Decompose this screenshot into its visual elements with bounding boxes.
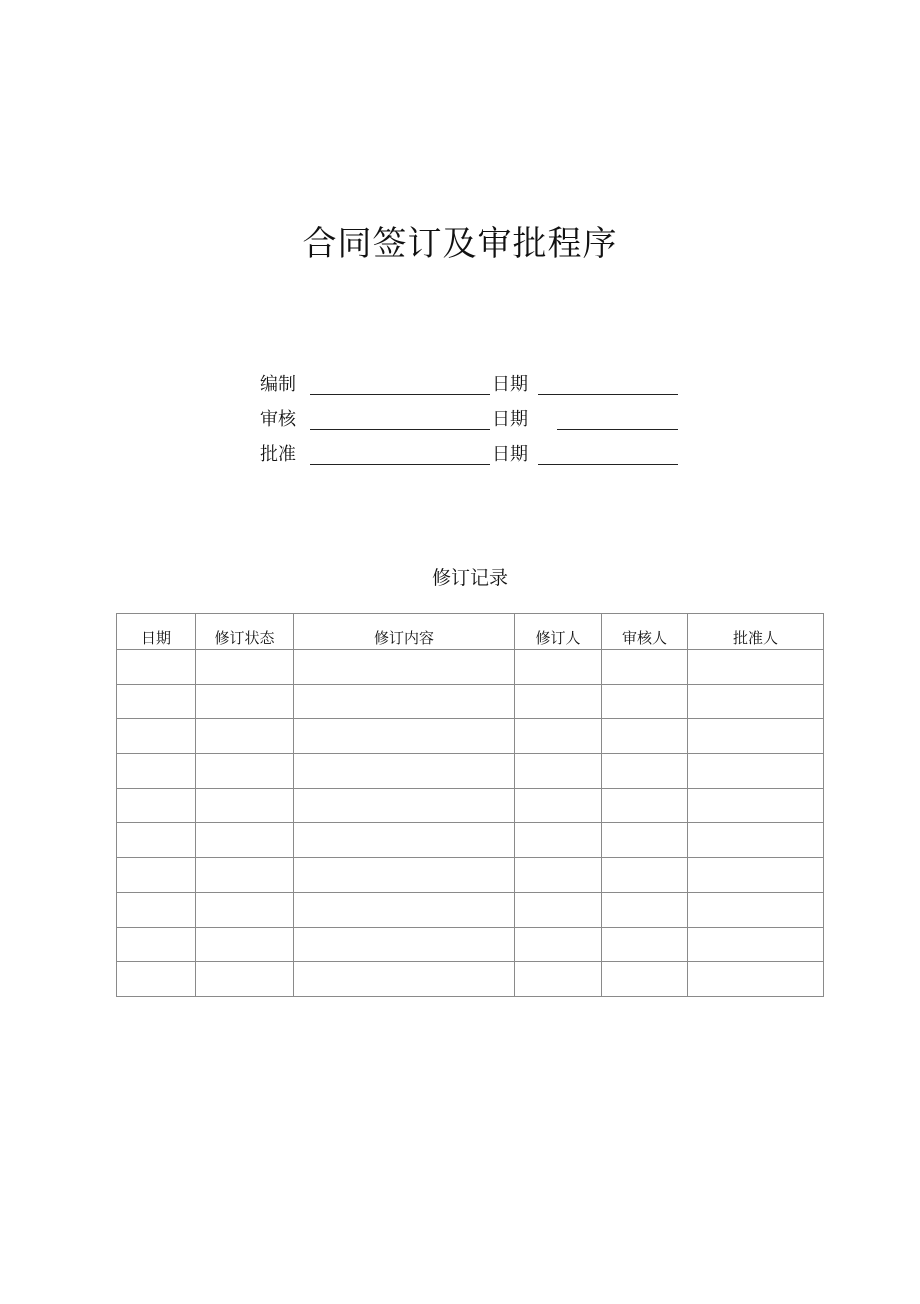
table-cell[interactable] xyxy=(196,823,294,858)
table-cell[interactable] xyxy=(117,823,196,858)
table-row xyxy=(117,927,824,962)
signoff-row-approved xyxy=(260,442,690,477)
table-header-row xyxy=(117,614,824,650)
table-row xyxy=(117,858,824,893)
table-cell[interactable] xyxy=(602,962,688,997)
column-header-date: 日期 xyxy=(117,614,196,650)
table-cell[interactable] xyxy=(117,788,196,823)
signoff-row-reviewed xyxy=(260,407,690,442)
table-cell[interactable] xyxy=(117,858,196,893)
table-cell[interactable] xyxy=(196,650,294,685)
table-row xyxy=(117,754,824,789)
signoff-label: 编制 xyxy=(260,374,296,395)
table-cell[interactable] xyxy=(515,858,602,893)
table-cell[interactable] xyxy=(117,927,196,962)
table-cell[interactable] xyxy=(196,719,294,754)
table-cell[interactable] xyxy=(515,823,602,858)
table-cell[interactable] xyxy=(688,788,824,823)
column-header-approver: 批准人 xyxy=(688,614,824,650)
date-line[interactable] xyxy=(538,394,678,395)
revision-record-table xyxy=(116,613,824,997)
table-cell[interactable] xyxy=(688,650,824,685)
date-line[interactable] xyxy=(557,429,678,430)
signoff-row-prepared xyxy=(260,372,690,407)
table-cell[interactable] xyxy=(294,650,515,685)
table-cell[interactable] xyxy=(294,684,515,719)
table-cell[interactable] xyxy=(602,858,688,893)
column-header-revision-content: 修订内容 xyxy=(294,614,515,650)
table-cell[interactable] xyxy=(294,892,515,927)
table-cell[interactable] xyxy=(294,719,515,754)
signoff-label: 审核 xyxy=(260,409,296,430)
table-cell[interactable] xyxy=(688,892,824,927)
table-cell[interactable] xyxy=(688,927,824,962)
column-header-reviser: 修订人 xyxy=(515,614,602,650)
table-row xyxy=(117,892,824,927)
table-row xyxy=(117,823,824,858)
table-cell[interactable] xyxy=(294,788,515,823)
table-cell[interactable] xyxy=(515,927,602,962)
table-cell[interactable] xyxy=(602,684,688,719)
table-row xyxy=(117,788,824,823)
document-title: 合同签订及审批程序 xyxy=(302,224,618,264)
table-cell[interactable] xyxy=(515,962,602,997)
table-cell[interactable] xyxy=(294,754,515,789)
table-row xyxy=(117,684,824,719)
table-cell[interactable] xyxy=(117,754,196,789)
table-cell[interactable] xyxy=(515,719,602,754)
table-cell[interactable] xyxy=(602,892,688,927)
table-cell[interactable] xyxy=(688,858,824,893)
table-row xyxy=(117,650,824,685)
table-cell[interactable] xyxy=(117,962,196,997)
table-cell[interactable] xyxy=(602,788,688,823)
revision-record-body xyxy=(117,650,824,997)
table-cell[interactable] xyxy=(688,719,824,754)
table-cell[interactable] xyxy=(602,927,688,962)
table-cell[interactable] xyxy=(688,754,824,789)
table-cell[interactable] xyxy=(602,719,688,754)
column-header-reviewer: 审核人 xyxy=(602,614,688,650)
table-cell[interactable] xyxy=(688,684,824,719)
table-cell[interactable] xyxy=(515,650,602,685)
table-cell[interactable] xyxy=(196,858,294,893)
table-cell[interactable] xyxy=(602,650,688,685)
table-row xyxy=(117,962,824,997)
table-cell[interactable] xyxy=(196,788,294,823)
date-label: 日期 xyxy=(492,444,528,465)
table-cell[interactable] xyxy=(294,858,515,893)
table-cell[interactable] xyxy=(117,892,196,927)
column-header-revision-status: 修订状态 xyxy=(196,614,294,650)
table-cell[interactable] xyxy=(294,927,515,962)
signature-line[interactable] xyxy=(310,464,490,465)
table-cell[interactable] xyxy=(602,823,688,858)
table-row xyxy=(117,719,824,754)
table-cell[interactable] xyxy=(117,650,196,685)
signature-line[interactable] xyxy=(310,429,490,430)
table-cell[interactable] xyxy=(294,962,515,997)
table-cell[interactable] xyxy=(117,684,196,719)
table-cell[interactable] xyxy=(602,754,688,789)
table-cell[interactable] xyxy=(515,684,602,719)
signoff-block xyxy=(260,372,690,477)
table-cell[interactable] xyxy=(117,719,196,754)
table-cell[interactable] xyxy=(688,823,824,858)
date-label: 日期 xyxy=(492,374,528,395)
table-cell[interactable] xyxy=(196,892,294,927)
revision-record-title: 修订记录 xyxy=(431,567,508,589)
table-cell[interactable] xyxy=(196,927,294,962)
table-cell[interactable] xyxy=(196,962,294,997)
signoff-label: 批准 xyxy=(260,444,296,465)
date-label: 日期 xyxy=(492,409,528,430)
table-cell[interactable] xyxy=(515,892,602,927)
table-cell[interactable] xyxy=(196,684,294,719)
signature-line[interactable] xyxy=(310,394,490,395)
date-line[interactable] xyxy=(538,464,678,465)
table-cell[interactable] xyxy=(515,754,602,789)
table-cell[interactable] xyxy=(294,823,515,858)
table-cell[interactable] xyxy=(196,754,294,789)
table-cell[interactable] xyxy=(688,962,824,997)
table-cell[interactable] xyxy=(515,788,602,823)
